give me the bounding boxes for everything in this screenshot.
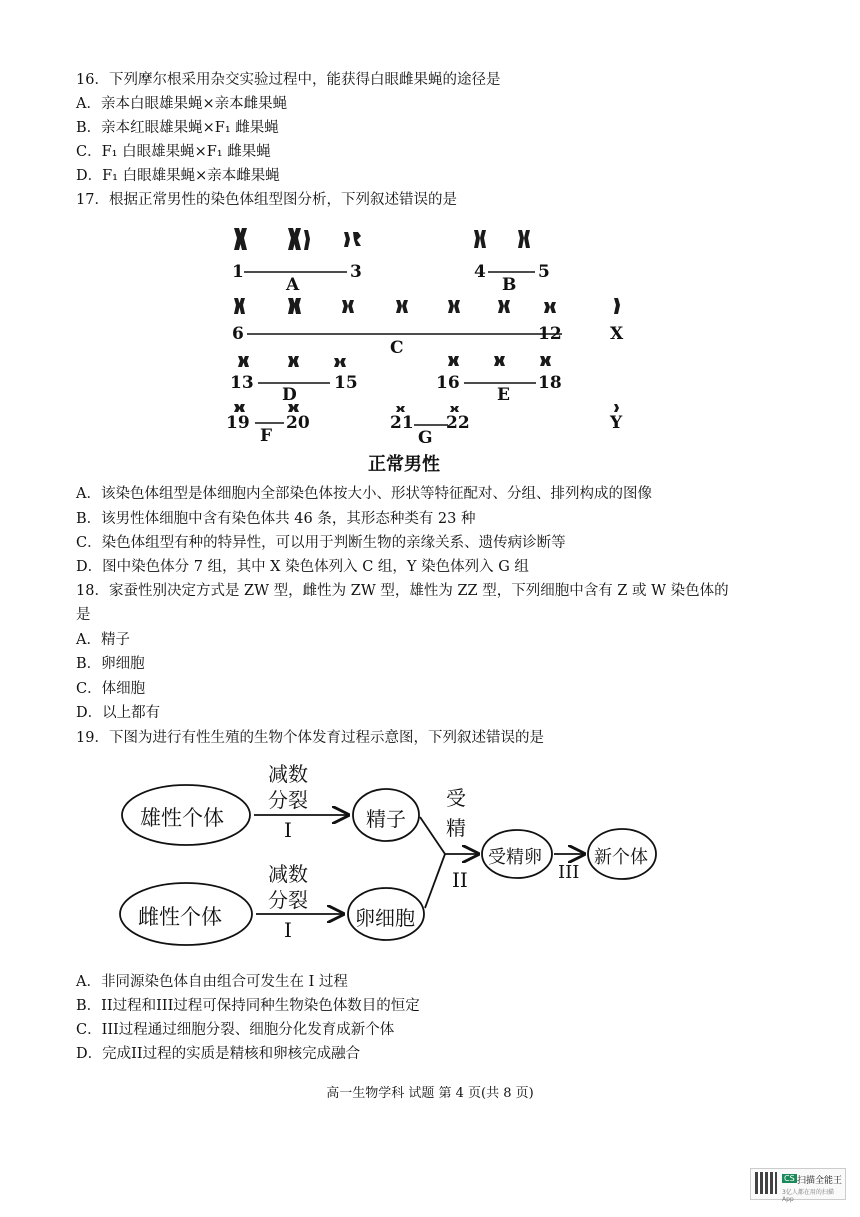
q17-option-a: A．该染色体组型是体细胞内全部染色体按大小、形状等特征配对、分组、排列构成的图像	[76, 486, 652, 502]
zygote-node: 受精卵	[488, 847, 542, 868]
chrom-label-y: Y	[610, 413, 623, 433]
chrom-num-20: 20	[286, 413, 310, 433]
step-iii-label: III	[558, 862, 580, 883]
sperm-node: 精子	[366, 807, 406, 831]
group-label-e: E	[497, 385, 510, 405]
scanner-watermark	[750, 1168, 846, 1203]
q18-option-c: C．体细胞	[76, 681, 146, 697]
q18-option-b: B．卵细胞	[76, 656, 145, 672]
page-footer: 高一生物学科 试题 第 4 页(共 8 页)	[326, 1086, 534, 1101]
new-individual-node: 新个体	[594, 847, 648, 868]
chrom-num-22: 22	[446, 413, 470, 433]
group-label-g: G	[418, 428, 433, 448]
qr-code-icon	[755, 1172, 777, 1194]
chrom-num-19: 19	[226, 413, 250, 433]
chrom-num-6: 6	[232, 324, 244, 344]
q17-option-b: B．该男性体细胞中含有染色体共 46 条，其形态种类有 23 种	[76, 511, 476, 527]
q18-stem-continued: 是	[76, 607, 91, 623]
fertilization-label-2: 精	[446, 816, 466, 840]
chrom-num-12: 12	[538, 324, 562, 344]
meiosis-label-top-2: 分裂	[268, 788, 308, 812]
q18-stem: 18．家蚕性别决定方式是 ZW 型，雌性为 ZW 型，雄性为 ZZ 型，下列细胞中含有 Z 或 W 染色体的	[76, 583, 729, 599]
group-label-c: C	[390, 338, 404, 358]
q18-option-a: A．精子	[76, 632, 130, 648]
karyotype-caption: 正常男性	[368, 454, 440, 475]
reproduction-flow-diagram	[100, 750, 680, 960]
chrom-num-15: 15	[334, 373, 358, 393]
group-label-f: F	[260, 426, 273, 446]
q19-option-a: A．非同源染色体自由组合可发生在 I 过程	[76, 974, 348, 990]
q16-option-b: B．亲本红眼雄果蝇×F₁ 雌果蝇	[76, 120, 279, 136]
chrom-num-1: 1	[232, 262, 244, 282]
chrom-num-4: 4	[474, 262, 486, 282]
group-label-a: A	[286, 275, 300, 295]
male-individual-node: 雄性个体	[140, 806, 224, 830]
chrom-num-16: 16	[436, 373, 460, 393]
meiosis-label-bottom-1: 减数	[268, 862, 308, 886]
meiosis-label-top-1: 减数	[268, 762, 308, 786]
chrom-num-3: 3	[350, 262, 362, 282]
q16-option-d: D．F₁ 白眼雄果蝇×亲本雌果蝇	[76, 168, 280, 184]
q19-stem: 19．下图为进行有性生殖的生物个体发育过程示意图，下列叙述错误的是	[76, 730, 544, 746]
karyotype-figure	[222, 218, 642, 475]
scanner-tagline: 3亿人都在用的扫描App	[782, 1189, 834, 1203]
chrom-label-x: X	[610, 324, 624, 344]
chrom-num-13: 13	[230, 373, 254, 393]
chrom-num-21: 21	[390, 413, 414, 433]
q17-stem: 17．根据正常男性的染色体组型图分析，下列叙述错误的是	[76, 192, 457, 208]
group-label-d: D	[282, 385, 297, 405]
q19-option-c: C．III过程通过细胞分裂、细胞分化发育成新个体	[76, 1022, 395, 1038]
q17-option-d: D．图中染色体分 7 组，其中 X 染色体列入 C 组，Y 染色体列入 G 组	[76, 559, 529, 575]
female-individual-node: 雌性个体	[138, 905, 222, 929]
q16-option-a: A．亲本白眼雄果蝇×亲本雌果蝇	[76, 96, 288, 112]
scanner-badge: CS	[784, 1174, 795, 1183]
q19-option-b: B．II过程和III过程可保持同种生物染色体数目的恒定	[76, 998, 420, 1014]
q17-option-c: C．染色体组型有种的特异性，可以用于判断生物的亲缘关系、遗传病诊断等	[76, 535, 566, 551]
scanner-brand: 扫描全能王	[797, 1176, 843, 1186]
q16-stem: 16．下列摩尔根采用杂交实验过程中，能获得白眼雌果蝇的途径是	[76, 72, 501, 88]
q19-option-d: D．完成II过程的实质是精核和卵核完成融合	[76, 1046, 361, 1062]
group-label-b: B	[502, 275, 517, 295]
q18-option-d: D．以上都有	[76, 705, 161, 721]
step-ii-label: II	[452, 868, 468, 892]
q16-option-c: C．F₁ 白眼雄果蝇×F₁ 雌果蝇	[76, 144, 271, 160]
egg-node: 卵细胞	[355, 906, 415, 930]
step-i-label-bottom: I	[284, 918, 292, 942]
fertilization-label-1: 受	[446, 786, 466, 810]
meiosis-label-bottom-2: 分裂	[268, 888, 308, 912]
chrom-num-5: 5	[538, 262, 550, 282]
step-i-label-top: I	[284, 818, 292, 842]
chrom-num-18: 18	[538, 373, 562, 393]
